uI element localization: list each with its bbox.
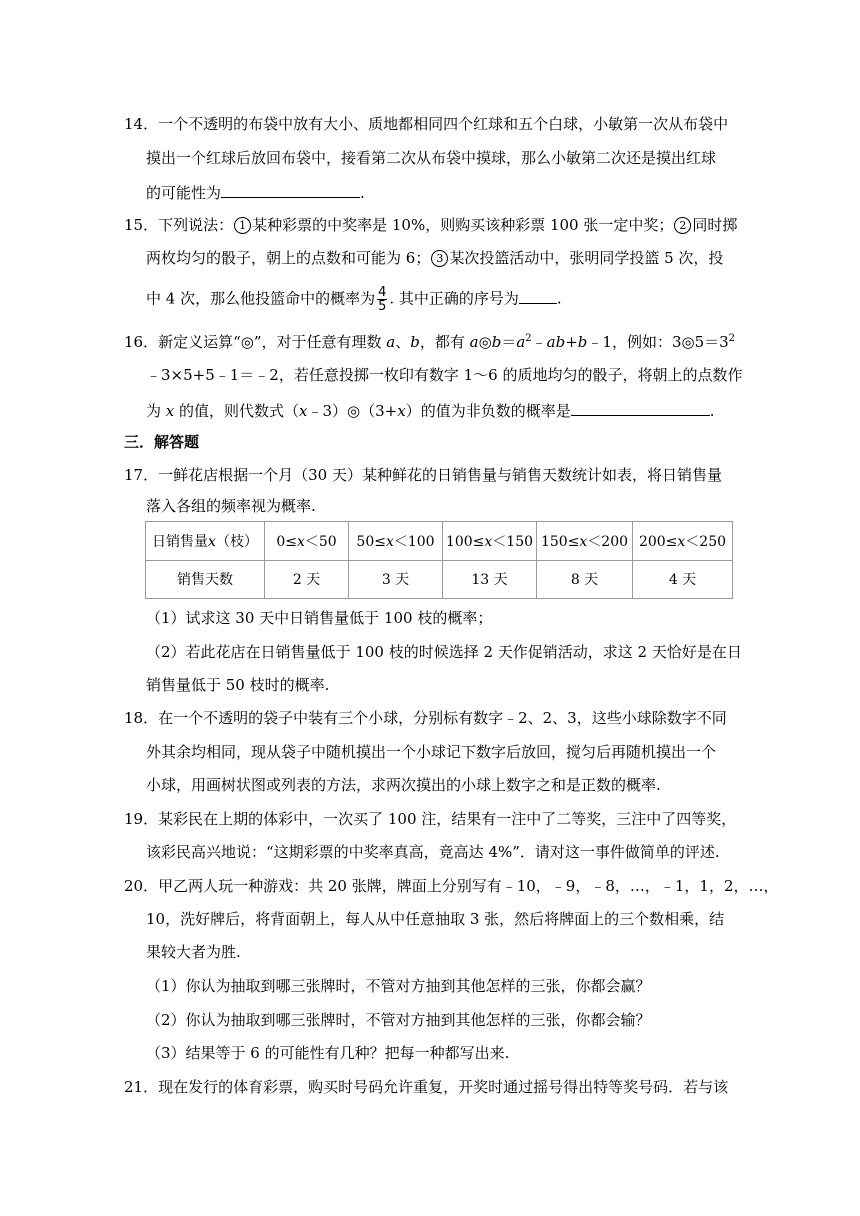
var-x: x: [208, 533, 216, 550]
q19-line-2: 该彩民高兴地说：“这期彩票的中奖率真高，竟高达 4%”．请对这一事件做简单的评述.: [146, 843, 720, 861]
q14-line-1: 14．一个不透明的布袋中放有大小、质地都相同四个红球和五个白球，小敏第一次从布袋中: [124, 115, 729, 133]
q16-text: 为: [146, 402, 166, 420]
q20-line-3: 果较大者为胜.: [146, 943, 241, 961]
exponent: 2: [525, 333, 532, 344]
table-row: [146, 522, 733, 561]
q16-text: 的值，则代数式（: [174, 402, 300, 420]
range-low: 150≤: [540, 533, 580, 550]
circled-3-icon: 3: [431, 250, 448, 267]
exponent: 2: [728, 333, 736, 344]
q19-line-1: 19．某彩民在上期的体彩中，一次买了 100 注，结果有一注中了二等奖，三注中了四等奖，: [124, 810, 737, 828]
q20-sub-1: （1）你认为抽取到哪三张牌时，不管对方抽到其他怎样的三张，你都会赢？: [146, 977, 651, 995]
q16-line-3: [146, 399, 715, 421]
table-cell: [537, 522, 633, 561]
q16-text: ﹣1，例如：3◎5＝3: [587, 333, 729, 351]
q18-line-3: 小球，用画树状图或列表的方法，求两次摸出的小球上数字之和是正数的概率.: [146, 776, 661, 794]
q15-text: 同时掷: [692, 216, 738, 234]
q14-line-3: [146, 181, 365, 203]
operator-symbol: ◎: [478, 333, 492, 351]
var-x: x: [299, 402, 308, 420]
var-b: b: [410, 333, 420, 351]
var-b: b: [577, 333, 588, 351]
q15-text: 某次投篮活动中，张明同学投篮 5 次，投: [449, 249, 724, 267]
q16-line-1: [124, 332, 735, 352]
q15-line-2: [146, 248, 723, 268]
sales-table: [145, 521, 733, 599]
q16-text: +: [565, 333, 578, 351]
q17-sub-1: （1）试求这 30 天中日销售量低于 100 枝的概率；: [146, 609, 493, 627]
var-x: x: [579, 533, 588, 550]
q14-text: 的可能性为: [146, 184, 222, 202]
range-low: 0≤: [276, 533, 297, 550]
q17-sub-2b: 销售量低于 50 枝时的概率.: [146, 676, 330, 694]
table-cell: [349, 522, 443, 561]
q20-line-2: 10，洗好牌后，将背面朝上，每人从中任意抽取 3 张，然后将牌面上的三个数相乘，结: [146, 910, 725, 928]
table-cell: [633, 522, 733, 561]
var-x: x: [484, 533, 493, 550]
range-high: ＜50: [304, 533, 337, 550]
table-cell: 4 天: [633, 560, 733, 599]
table-cell: [443, 522, 537, 561]
var-b: b: [491, 333, 502, 351]
q17-sub-2a: （2）若此花店在日销售量低于 100 枝的时候选择 2 天作促销活动，求这 2 天恰好是在日: [146, 643, 742, 661]
q16-text: ＝: [501, 333, 517, 351]
table-cell: 3 天: [349, 560, 443, 599]
q16-line-2: ﹣3×5+5﹣1＝﹣2，若任意投掷一枚印有数字 1～6 的质地均匀的骰子，将朝上的点数作: [146, 366, 743, 384]
table-header-cell: 销售天数: [146, 560, 265, 599]
table-row: [146, 560, 733, 599]
q18-line-1: 18．在一个不透明的袋子中装有三个小球，分别标有数字﹣2、2、3，这些小球除数字不同: [124, 709, 727, 727]
q21-line-1: 21．现在发行的体育彩票，购买时号码允许重复，开奖时通过摇号得出特等奖号码．若与该: [124, 1078, 729, 1096]
var-a: a: [469, 333, 479, 351]
range-low: 50≤: [356, 533, 386, 550]
fraction-numerator: 4: [378, 285, 387, 300]
q16-text: ，都有: [419, 333, 470, 351]
var-x: x: [677, 533, 686, 550]
q16-text: 16．新定义运算“◎”，对于任意有理数: [124, 333, 387, 351]
var-x: x: [385, 533, 394, 550]
circled-2-icon: 2: [674, 217, 691, 234]
table-header-cell: [146, 522, 265, 561]
q20-sub-2: （2）你认为抽取到哪三张牌时，不管对方抽到其他怎样的三张，你都会输？: [146, 1011, 651, 1029]
section-heading: 三．解答题: [124, 433, 200, 451]
q20-line-1: 20．甲乙两人玩一种游戏：共 20 张牌，牌面上分别写有﹣10，﹣9，﹣8，…，﹣1，1，2，…，: [124, 877, 779, 895]
q14-answer-blank[interactable]: [221, 181, 360, 198]
q14-period: .: [360, 184, 365, 202]
q16-text: ）的值为非负数的概率是: [405, 402, 571, 420]
range-high: ＜150: [492, 533, 534, 550]
var-ab: ab: [546, 333, 566, 351]
range-high: ＜250: [685, 533, 727, 550]
q16-text: ﹣3）◎（3+: [307, 402, 398, 420]
circled-1-icon: 1: [234, 217, 251, 234]
q16-answer-blank[interactable]: [571, 399, 710, 416]
q17-line-2: 落入各组的频率视为概率.: [146, 497, 316, 515]
q14-line-2: 摸出一个红球后放回布袋中，接看第二次从布袋中摸球，那么小敏第二次还是摸出红球: [146, 149, 717, 167]
var-x: x: [296, 533, 305, 550]
fraction-four-fifths: [377, 286, 387, 313]
q16-period: .: [709, 402, 715, 420]
header-unit: （枝）: [215, 533, 258, 550]
q15-text: 15．下列说法：: [124, 216, 234, 234]
q15-period: .: [556, 289, 562, 308]
fraction-denominator: 5: [378, 299, 387, 314]
range-high: ＜100: [393, 533, 435, 550]
q15-text: 两枚均匀的骰子，朝上的点数和可能为 6；: [146, 249, 431, 267]
range-low: 100≤: [445, 533, 485, 550]
q16-text: 、: [395, 333, 411, 351]
table-cell: 8 天: [537, 560, 633, 599]
header-label: 日销售量: [152, 533, 209, 550]
var-a: a: [516, 333, 526, 351]
q20-sub-3: （3）结果等于 6 的可能性有几种？把每一种都写出来.: [146, 1044, 510, 1062]
q15-line-3: [146, 286, 562, 313]
var-a: a: [386, 333, 396, 351]
table-cell: [265, 522, 349, 561]
q17-line-1: 17．一鲜花店根据一个月（30 天）某种鲜花的日销售量与销售天数统计如表，将日销售量: [124, 466, 722, 484]
q15-answer-blank[interactable]: [519, 287, 557, 304]
table-cell: 13 天: [443, 560, 537, 599]
var-x: x: [397, 402, 406, 420]
q15-line-1: [124, 215, 737, 235]
table-cell: 2 天: [265, 560, 349, 599]
var-x: x: [165, 402, 175, 420]
q16-text: ﹣: [531, 333, 547, 351]
q18-line-2: 外其余均相同，现从袋子中随机摸出一个小球记下数字后放回，搅匀后再随机摸出一个: [146, 743, 717, 761]
q15-text: 中 4 次，那么他投篮命中的概率为: [146, 289, 376, 308]
range-high: ＜200: [587, 533, 629, 550]
q15-text: 某种彩票的中奖率是 10%，则购买该种彩票 100 张一定中奖；: [252, 216, 674, 234]
q15-text: . 其中正确的序号为: [389, 289, 519, 308]
range-low: 200≤: [638, 533, 678, 550]
